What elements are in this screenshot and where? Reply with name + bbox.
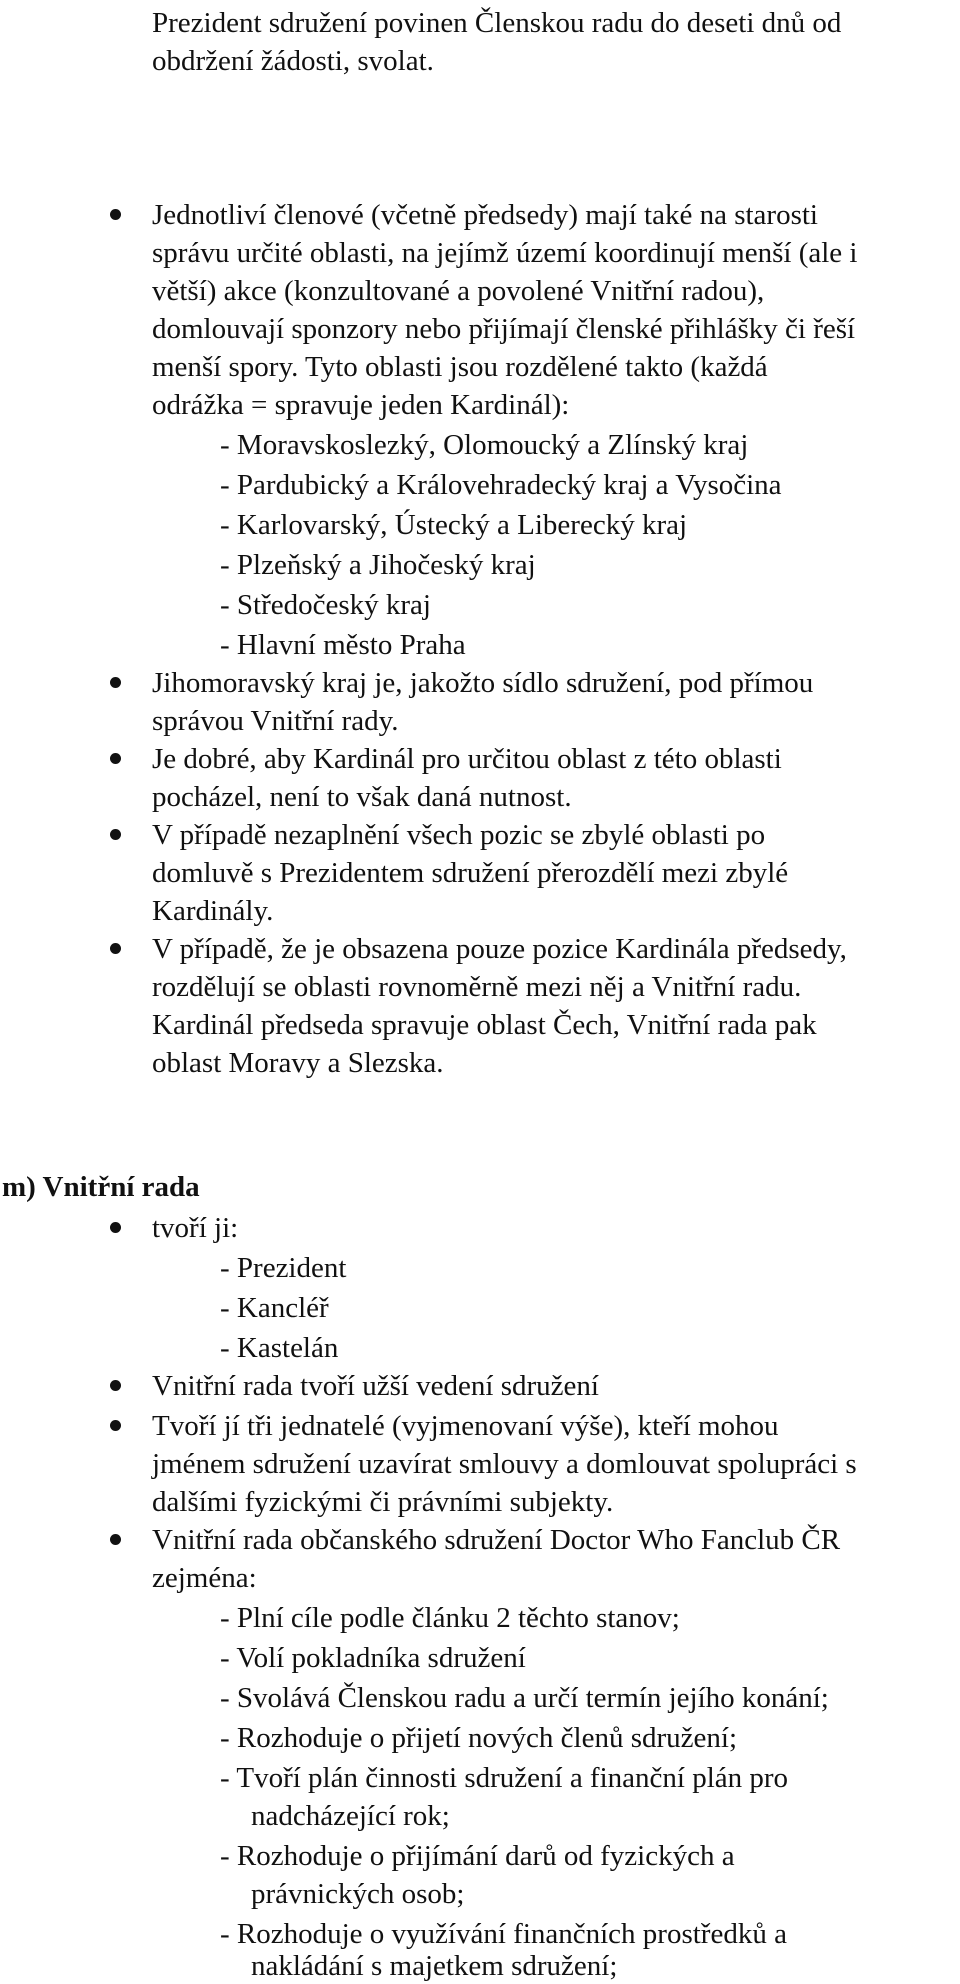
paragraph-line: domlouvají sponzory nebo přijímají členské přihlášky či řeší bbox=[152, 313, 856, 345]
intro-line: Prezident sdružení povinen Členskou radu do deseti dnů od bbox=[152, 7, 842, 39]
bullet-icon bbox=[110, 209, 121, 220]
paragraph-line: Kardinál předseda spravuje oblast Čech, Vnitřní rada pak bbox=[152, 1009, 817, 1041]
bullet-icon bbox=[110, 1380, 121, 1391]
paragraph-line: větší) akce (konzultované a povolené Vnitřní radou), bbox=[152, 275, 765, 307]
paragraph-line: zejména: bbox=[152, 1562, 257, 1594]
paragraph-line: Jihomoravský kraj je, jakožto sídlo sdružení, pod přímou bbox=[152, 667, 814, 699]
paragraph-line: V případě nezaplnění všech pozic se zbylé oblasti po bbox=[152, 819, 766, 851]
sub-item: - Rozhoduje o přijetí nových členů sdružení; bbox=[220, 1722, 738, 1754]
paragraph-line: oblast Moravy a Slezska. bbox=[152, 1047, 444, 1079]
sub-item: - Volí pokladníka sdružení bbox=[220, 1642, 526, 1674]
sub-item: - Plní cíle podle článku 2 těchto stanov; bbox=[220, 1602, 680, 1634]
bullet-icon bbox=[110, 1420, 121, 1431]
region-item: - Hlavní město Praha bbox=[220, 629, 466, 661]
sub-item: - Tvoří plán činnosti sdružení a finanční plán pro bbox=[220, 1762, 789, 1794]
paragraph-line: tvoří ji: bbox=[152, 1212, 239, 1244]
paragraph-line: správu určité oblasti, na jejímž území koordinují menší (ale i bbox=[152, 237, 858, 269]
paragraph-line: Kardinály. bbox=[152, 895, 274, 927]
paragraph-line: pocházel, není to však daná nutnost. bbox=[152, 781, 572, 813]
bullet-icon bbox=[110, 1534, 121, 1545]
bullet-icon bbox=[110, 1222, 121, 1233]
sub-item: - Rozhoduje o přijímání darů od fyzických a bbox=[220, 1840, 735, 1872]
region-item: - Středočeský kraj bbox=[220, 589, 431, 621]
paragraph-line: menší spory. Tyto oblasti jsou rozdělené takto (každá bbox=[152, 351, 768, 383]
bullet-icon bbox=[110, 753, 121, 764]
paragraph-line: V případě, že je obsazena pouze pozice Kardinála předsedy, bbox=[152, 933, 847, 965]
paragraph-line: dalšími fyzickými či právními subjekty. bbox=[152, 1486, 614, 1518]
paragraph-line: Je dobré, aby Kardinál pro určitou oblast z této oblasti bbox=[152, 743, 782, 775]
section-heading: m) Vnitřní rada bbox=[2, 1171, 200, 1203]
bullet-icon bbox=[110, 829, 121, 840]
region-item: - Karlovarský, Ústecký a Liberecký kraj bbox=[220, 509, 688, 541]
paragraph-line: Vnitřní rada občanského sdružení Doctor Who Fanclub ČR bbox=[152, 1524, 841, 1556]
paragraph-line: domluvě s Prezidentem sdružení přerozdělí mezi zbylé bbox=[152, 857, 789, 889]
sub-item: - Prezident bbox=[220, 1252, 347, 1284]
region-item: - Pardubický a Královehradecký kraj a Vysočina bbox=[220, 469, 782, 501]
paragraph-line: Jednotliví členové (včetně předsedy) mají také na starosti bbox=[152, 199, 818, 231]
sub-item: - Kastelán bbox=[220, 1332, 339, 1364]
bullet-icon bbox=[110, 943, 121, 954]
region-item: - Plzeňský a Jihočeský kraj bbox=[220, 549, 536, 581]
paragraph-line: Tvoří jí tři jednatelé (vyjmenovaní výše), kteří mohou bbox=[152, 1410, 779, 1442]
paragraph-line: rozdělují se oblasti rovnoměrně mezi něj a Vnitřní radu. bbox=[152, 971, 802, 1003]
sub-item-continuation: nadcházející rok; bbox=[251, 1800, 450, 1832]
region-item: - Moravskoslezký, Olomoucký a Zlínský kraj bbox=[220, 429, 749, 461]
sub-item: - Rozhoduje o využívání finančních prostředků a bbox=[220, 1918, 787, 1950]
paragraph-line: správou Vnitřní rady. bbox=[152, 705, 399, 737]
paragraph-line: jménem sdružení uzavírat smlouvy a domlouvat spolupráci s bbox=[152, 1448, 857, 1480]
sub-item: - Kancléř bbox=[220, 1292, 329, 1324]
paragraph-line: Vnitřní rada tvoří užší vedení sdružení bbox=[152, 1370, 599, 1402]
sub-item: - Svolává Členskou radu a určí termín jejího konání; bbox=[220, 1682, 829, 1714]
paragraph-line: odrážka = spravuje jeden Kardinál): bbox=[152, 389, 570, 421]
intro-line: obdržení žádosti, svolat. bbox=[152, 45, 434, 77]
sub-item-continuation: nakládání s majetkem sdružení; bbox=[251, 1950, 618, 1982]
bullet-icon bbox=[110, 677, 121, 688]
sub-item-continuation: právnických osob; bbox=[251, 1878, 465, 1910]
